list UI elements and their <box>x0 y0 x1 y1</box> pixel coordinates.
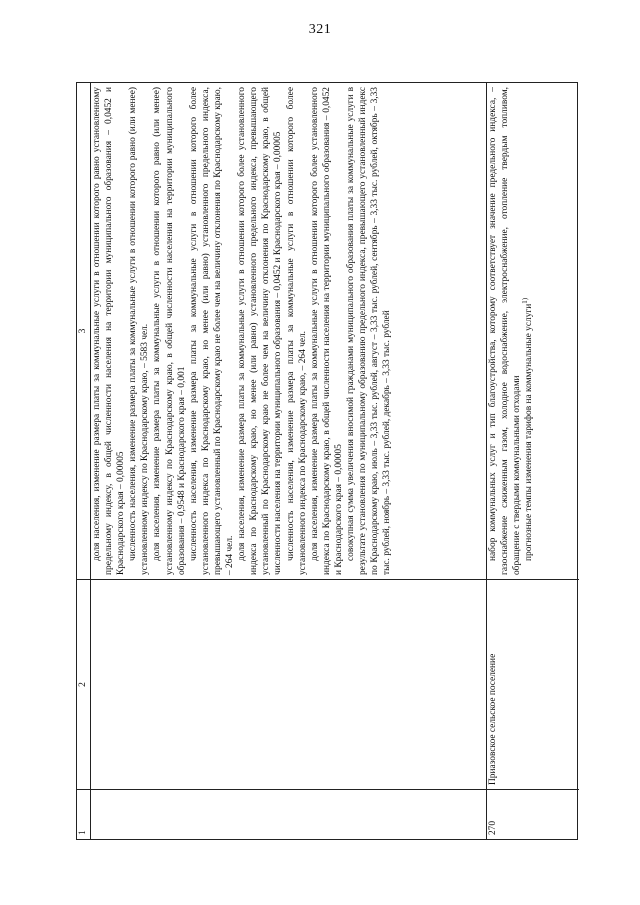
indicator-text-cell <box>91 83 486 579</box>
header-col-3: 3 <box>78 328 88 334</box>
indicator-paragraph: совокупная сумма увеличения вносимой гражданами муниципального образования платы за коммунальные услуги в результате установления по муниципальному образованию предельного индекса, превышающего установленный индекс по Краснодарскому краю, июль – 3,33 тыс. рублей, август – 3,33 тыс. рублей, сентябрь – 3,33 тыс. рублей, октябрь – 3,33 тыс. рублей, ноябрь – 3,33 тыс. рублей, декабрь – 3,33 тыс. рублей <box>345 87 393 575</box>
indicator-text-cell <box>487 83 579 579</box>
indicator-paragraph: численность населения, изменение размера платы за коммунальные услуги в отношении которого равно (или менее) установленному индексу по Краснодарскому краю, – 5583 чел. <box>128 87 151 575</box>
footnote-mark: 1) <box>521 297 530 304</box>
page-number: 321 <box>308 22 332 37</box>
indicator-paragraph <box>523 87 535 575</box>
table-row-continuation <box>91 83 487 839</box>
row-name-cell <box>91 579 486 789</box>
table-row-270 <box>487 83 579 839</box>
indicator-paragraph: численность населения, изменение размера платы за коммунальные услуги в отношении которого более установленного индекса по Краснодарскому краю, но менее (или равно) установленного предельного индекса, превышающего установленный по Краснодарскому краю не более чем на величину отклонения по Краснодарскому краю, – 264 чел. <box>188 87 236 575</box>
row-number-cell: 270 <box>487 789 579 839</box>
indicator-paragraph: набор коммунальных услуг и тип благоустройства, которому соответствует значение предельного индекса, – газоснабжение сжиженным газом, холодное водоснабжение, электроснабжение, отопление твердым топливом, обращение с твердыми коммунальными отходами <box>488 87 523 575</box>
header-col-2: 2 <box>77 579 90 789</box>
indicator-paragraph: доля населения, изменение размера платы за коммунальные услуги в отношении которого равно (или менее) установленному индексу по Краснодарскому краю, в общей численности населения на территории муниципального образования – 0,9548 и Краснодарского края – 0,001 <box>152 87 187 575</box>
indicator-paragraph: доля населения, изменение размера платы за коммунальные услуги в отношении которого равно установленному предельному индексу, в общей численности населения на территории муниципального образования – 0,0452 и Краснодарского края – 0,00005 <box>92 87 127 575</box>
indicator-paragraph: численность населения, изменение размера платы за коммунальные услуги в отношении которого более установленного индекса по Краснодарскому краю, – 264 чел. <box>285 87 308 575</box>
data-table <box>76 82 578 840</box>
row-number-cell <box>91 789 486 839</box>
table-header-row <box>77 83 91 839</box>
indicator-paragraph: доля населения, изменение размера платы за коммунальные услуги в отношении которого более установленного индекса по Краснодарскому краю, но менее (или равно) установленного предельного индекса, превышающего установленный по Краснодарскому краю не более чем на величину отклонения по Краснодарскому краю, в общей численности населения на территории муниципального образования – 0,0452 и Краснодарского края – 0,00005 <box>237 87 284 575</box>
header-col-1: 1 <box>77 789 90 839</box>
forecast-text: прогнозные темпы изменения тарифов на коммунальные услуги <box>524 303 535 561</box>
indicator-paragraph: доля населения, изменение размера платы за коммунальные услуги в отношении которого более установленного индекса по Краснодарскому краю, в общей численности населения на территории муниципального образования – 0,0452 и Краснодарского края – 0,00005 <box>309 87 344 575</box>
settlement-name-cell: Приазовское сельское поселение <box>487 579 579 789</box>
